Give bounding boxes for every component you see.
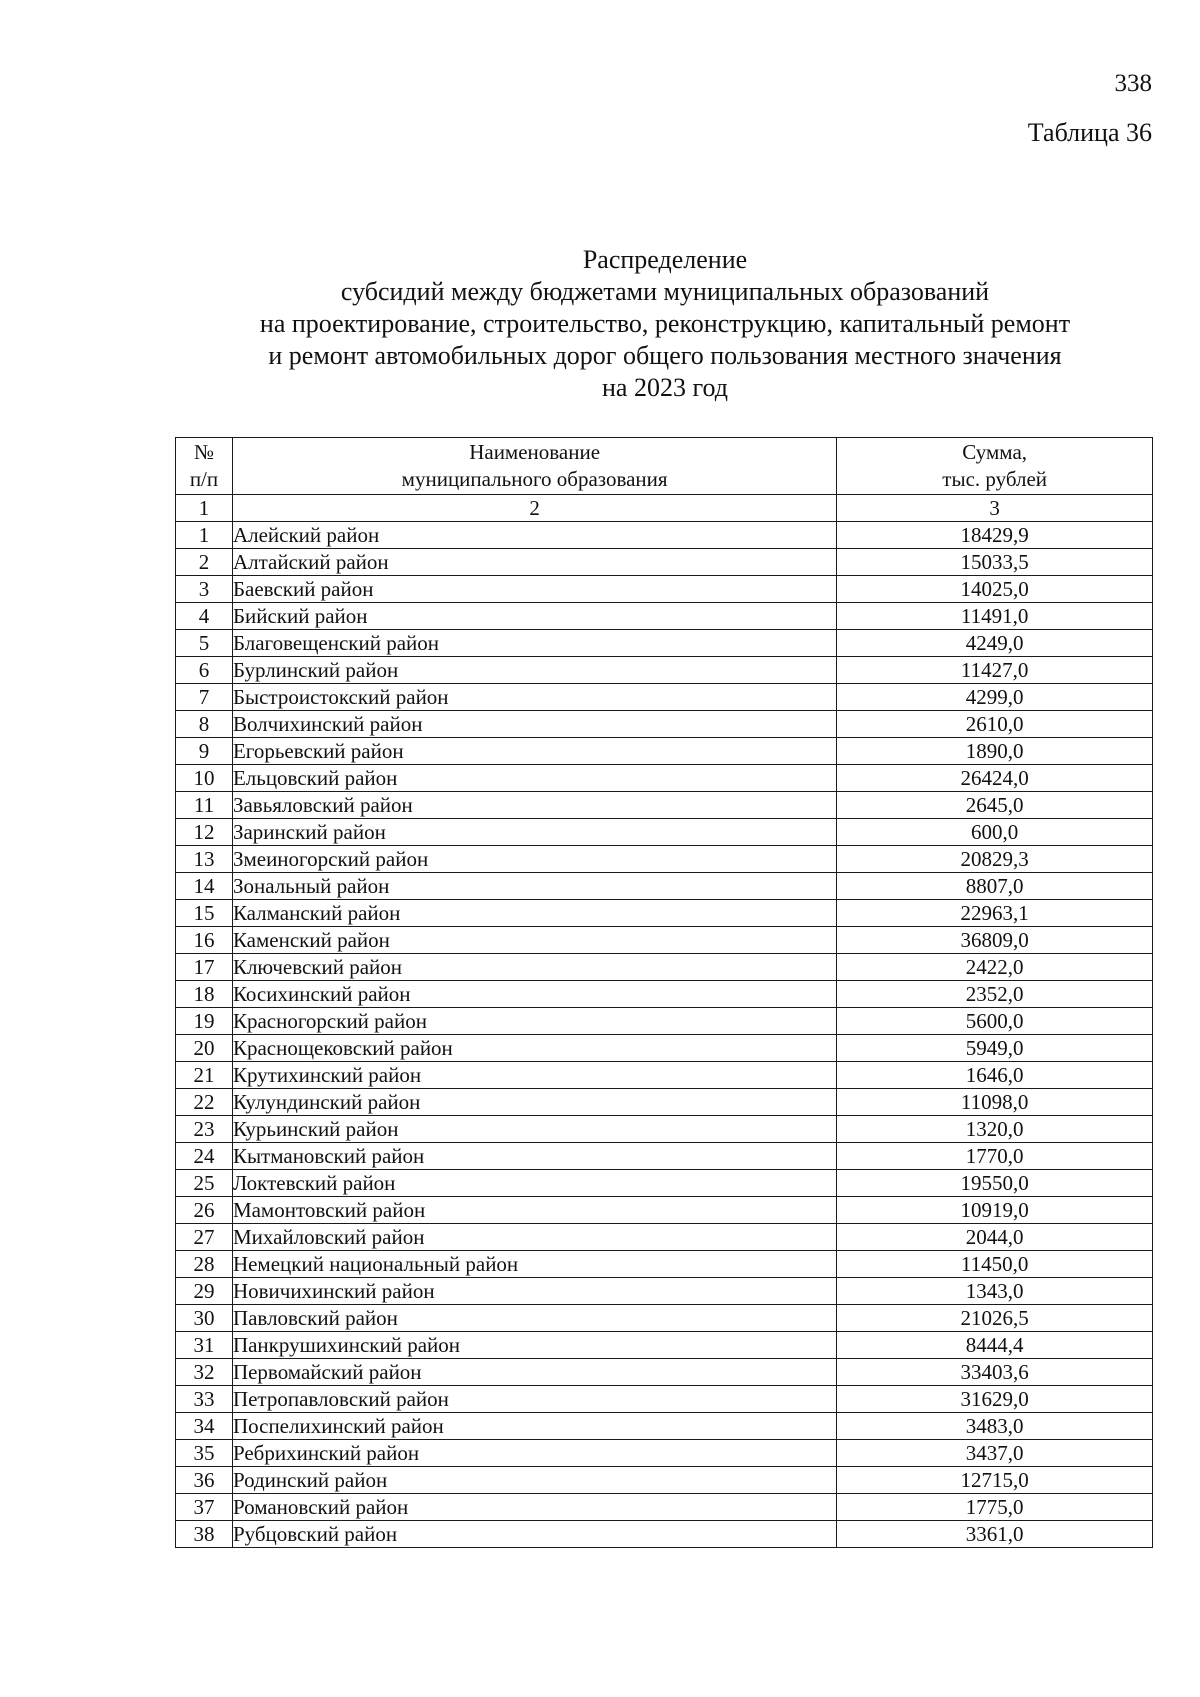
table-row [176,738,1153,765]
subsidy-amount: 2422,0 [837,954,1153,981]
municipality-name: Каменский район [232,927,836,954]
row-number: 19 [176,1008,233,1035]
header-sum-line2: тыс. рублей [942,467,1048,491]
municipality-name: Заринский район [232,819,836,846]
table-row [176,765,1153,792]
municipality-name: Бурлинский район [232,657,836,684]
municipality-name: Зональный район [232,873,836,900]
table-row [176,1062,1153,1089]
row-number: 9 [176,738,233,765]
table-row [176,792,1153,819]
table-row [176,1494,1153,1521]
municipality-name: Кулундинский район [232,1089,836,1116]
municipality-name: Алейский район [232,522,836,549]
municipality-name: Петропавловский район [232,1386,836,1413]
table-row [176,927,1153,954]
row-number: 17 [176,954,233,981]
page-number: 338 [1114,70,1152,97]
subsidy-amount: 2044,0 [837,1224,1153,1251]
subsidy-amount: 1890,0 [837,738,1153,765]
municipality-name: Быстроистокский район [232,684,836,711]
row-number: 31 [176,1332,233,1359]
municipality-name: Павловский район [232,1305,836,1332]
subsidy-amount: 8807,0 [837,873,1153,900]
row-number: 27 [176,1224,233,1251]
municipality-name: Немецкий национальный район [232,1251,836,1278]
table-row [176,1305,1153,1332]
municipality-name: Волчихинский район [232,711,836,738]
table-row [176,603,1153,630]
subsidy-amount: 3437,0 [837,1440,1153,1467]
row-number: 15 [176,900,233,927]
municipality-name: Змеиногорский район [232,846,836,873]
subsidy-amount: 2645,0 [837,792,1153,819]
subsidy-amount: 2352,0 [837,981,1153,1008]
row-number: 24 [176,1143,233,1170]
subsidy-amount: 5600,0 [837,1008,1153,1035]
table-row [176,522,1153,549]
municipality-name: Бийский район [232,603,836,630]
subsidy-amount: 11491,0 [837,603,1153,630]
column-index: 3 [837,495,1153,522]
subsidy-distribution-table [175,437,1153,1548]
subsidy-amount: 1320,0 [837,1116,1153,1143]
title-line: Распределение [582,245,748,274]
title-line: на проектирование, строительство, реконструкцию, капитальный ремонт [259,309,1071,338]
municipality-name: Курьинский район [232,1116,836,1143]
subsidy-amount: 1775,0 [837,1494,1153,1521]
document-title [160,244,1170,404]
subsidy-amount: 1770,0 [837,1143,1153,1170]
table-row [176,819,1153,846]
row-number: 34 [176,1413,233,1440]
municipality-name: Кытмановский район [232,1143,836,1170]
subsidy-amount: 11450,0 [837,1251,1153,1278]
subsidy-amount: 36809,0 [837,927,1153,954]
table-row [176,1224,1153,1251]
table-row [176,981,1153,1008]
table-label: Таблица 36 [1027,118,1152,147]
subsidy-amount: 5949,0 [837,1035,1153,1062]
table-row [176,630,1153,657]
municipality-name: Родинский район [232,1467,836,1494]
title-line: на 2023 год [602,373,728,402]
header-sum-line1: Сумма, [962,440,1028,464]
subsidy-amount: 3361,0 [837,1521,1153,1548]
municipality-name: Рубцовский район [232,1521,836,1548]
row-number: 8 [176,711,233,738]
municipality-name: Баевский район [232,576,836,603]
municipality-name: Егорьевский район [232,738,836,765]
subsidy-amount: 4249,0 [837,630,1153,657]
table-row [176,1359,1153,1386]
table-row [176,1467,1153,1494]
municipality-name: Крутихинский район [232,1062,836,1089]
table-row [176,954,1153,981]
header-name-line1: Наименование [469,440,601,464]
row-number: 5 [176,630,233,657]
municipality-name: Ключевский район [232,954,836,981]
subsidy-amount: 19550,0 [837,1170,1153,1197]
table-row [176,1278,1153,1305]
row-number: 12 [176,819,233,846]
row-number: 3 [176,576,233,603]
table-row [176,1413,1153,1440]
subsidy-amount: 8444,4 [837,1332,1153,1359]
subsidy-amount: 10919,0 [837,1197,1153,1224]
table-body [176,522,1153,1548]
row-number: 10 [176,765,233,792]
subsidy-amount: 33403,6 [837,1359,1153,1386]
subsidy-amount: 31629,0 [837,1386,1153,1413]
row-number: 21 [176,1062,233,1089]
municipality-name: Новичихинский район [232,1278,836,1305]
header-sum [837,438,1153,495]
table-row [176,576,1153,603]
row-number: 1 [176,522,233,549]
row-number: 36 [176,1467,233,1494]
row-number: 29 [176,1278,233,1305]
header-number-line2: п/п [189,467,219,491]
table-row [176,1170,1153,1197]
table-row [176,1332,1153,1359]
table-row [176,1116,1153,1143]
subsidy-amount: 11098,0 [837,1089,1153,1116]
row-number: 6 [176,657,233,684]
row-number: 38 [176,1521,233,1548]
municipality-name: Мамонтовский район [232,1197,836,1224]
column-index: 1 [176,495,233,522]
municipality-name: Локтевский район [232,1170,836,1197]
header-number-line1: № [193,440,214,464]
table-row [176,549,1153,576]
municipality-name: Алтайский район [232,549,836,576]
row-number: 26 [176,1197,233,1224]
municipality-name: Краснощековский район [232,1035,836,1062]
subsidy-amount: 3483,0 [837,1413,1153,1440]
subsidy-amount: 21026,5 [837,1305,1153,1332]
table-row [176,1251,1153,1278]
row-number: 18 [176,981,233,1008]
header-name [232,438,836,495]
municipality-name: Романовский район [232,1494,836,1521]
table-row [176,711,1153,738]
row-number: 11 [176,792,233,819]
table-row [176,1197,1153,1224]
row-number: 23 [176,1116,233,1143]
table-row [176,657,1153,684]
table-row [176,1521,1153,1548]
column-index-row [176,495,1153,522]
municipality-name: Косихинский район [232,981,836,1008]
municipality-name: Панкрушихинский район [232,1332,836,1359]
municipality-name: Ельцовский район [232,765,836,792]
row-number: 2 [176,549,233,576]
row-number: 28 [176,1251,233,1278]
table-row [176,1035,1153,1062]
table-row [176,684,1153,711]
table-row [176,1440,1153,1467]
row-number: 33 [176,1386,233,1413]
column-index: 2 [232,495,836,522]
subsidy-amount: 1343,0 [837,1278,1153,1305]
row-number: 4 [176,603,233,630]
table-row [176,900,1153,927]
table-row [176,873,1153,900]
subsidy-amount: 1646,0 [837,1062,1153,1089]
municipality-name: Калманский район [232,900,836,927]
subsidy-amount: 11427,0 [837,657,1153,684]
row-number: 7 [176,684,233,711]
table-row [176,846,1153,873]
subsidy-amount: 14025,0 [837,576,1153,603]
municipality-name: Красногорский район [232,1008,836,1035]
header-number [176,438,233,495]
municipality-name: Первомайский район [232,1359,836,1386]
subsidy-amount: 4299,0 [837,684,1153,711]
subsidy-amount: 18429,9 [837,522,1153,549]
municipality-name: Михайловский район [232,1224,836,1251]
row-number: 37 [176,1494,233,1521]
table-row [176,1386,1153,1413]
subsidy-amount: 12715,0 [837,1467,1153,1494]
table-row [176,1089,1153,1116]
subsidy-amount: 26424,0 [837,765,1153,792]
row-number: 32 [176,1359,233,1386]
row-number: 25 [176,1170,233,1197]
row-number: 14 [176,873,233,900]
row-number: 16 [176,927,233,954]
municipality-name: Завьяловский район [232,792,836,819]
row-number: 35 [176,1440,233,1467]
subsidy-amount: 15033,5 [837,549,1153,576]
row-number: 30 [176,1305,233,1332]
header-row [176,438,1153,495]
municipality-name: Поспелихинский район [232,1413,836,1440]
table-row [176,1143,1153,1170]
title-line: и ремонт автомобильных дорог общего пользования местного значения [268,341,1062,370]
subsidy-amount: 22963,1 [837,900,1153,927]
title-line: субсидий между бюджетами муниципальных образований [340,277,990,306]
municipality-name: Благовещенский район [232,630,836,657]
municipality-name: Ребрихинский район [232,1440,836,1467]
row-number: 22 [176,1089,233,1116]
subsidy-amount: 2610,0 [837,711,1153,738]
subsidy-amount: 600,0 [837,819,1153,846]
table-row [176,1008,1153,1035]
header-name-line2: муниципального образования [401,467,668,491]
row-number: 20 [176,1035,233,1062]
row-number: 13 [176,846,233,873]
subsidy-amount: 20829,3 [837,846,1153,873]
